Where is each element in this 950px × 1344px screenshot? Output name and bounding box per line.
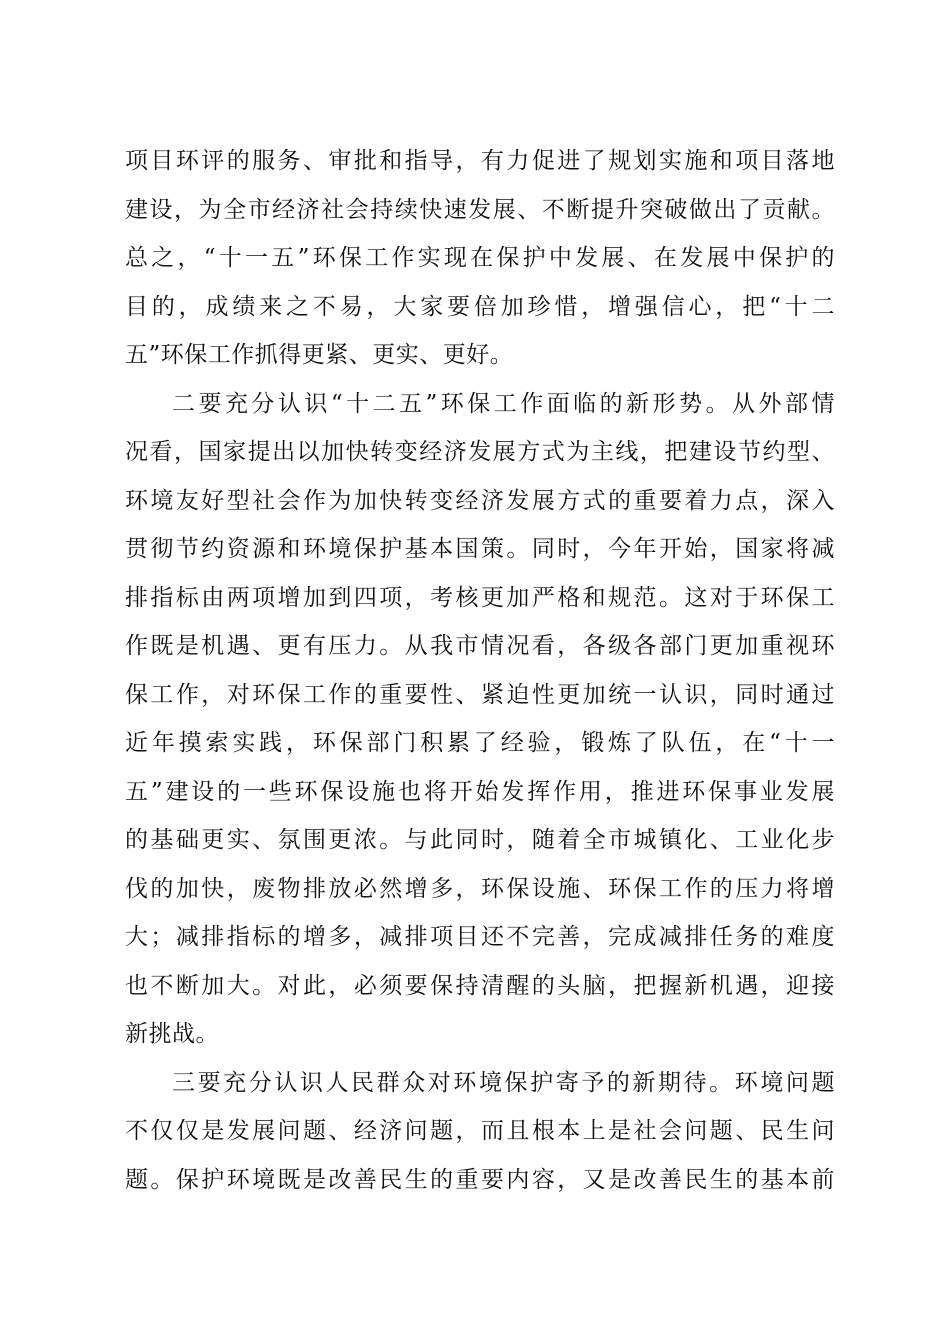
text-line: 建设，为全市经济社会持续快速发展、不断提升突破做出了贡献。: [125, 196, 835, 223]
text-line: 近年摸索实践，环保部门积累了经验，锻炼了队伍，在“十一: [125, 730, 835, 756]
text-line: 项目环评的服务、审批和指导，有力促进了规划实施和项目落地: [125, 148, 835, 174]
text-line: 排指标由两项增加到四项，考核更加严格和规范。这对于环保工: [125, 584, 835, 611]
text-line: 贯彻节约资源和环境保护基本国策。同时，今年开始，国家将减: [125, 536, 835, 562]
text-line: 况看，国家提出以加快转变经济发展方式为主线，把建设节约型、: [125, 439, 835, 465]
text-line: 保工作，对环保工作的重要性、紧迫性更加统一认识，同时通过: [125, 681, 835, 708]
text-line: 题。保护环境既是改善民生的重要内容，又是改善民生的基本前: [125, 1166, 835, 1193]
text-line: 也不断加大。对此，必须要保持清醒的头脑，把握新机遇，迎接: [125, 972, 835, 999]
text-line: 作既是机遇、更有压力。从我市情况看，各级各部门更加重视环: [125, 633, 835, 659]
text-line: 目的，成绩来之不易，大家要倍加珍惜，增强信心，把“十二: [125, 293, 835, 320]
text-line: 环境友好型社会作为加快转变经济发展方式的重要着力点，深入: [125, 487, 835, 514]
text-line: 总之，“十一五”环保工作实现在保护中发展、在发展中保护的: [125, 245, 835, 271]
document-page: [125, 144, 835, 1211]
text-line: 大；减排指标的增多，减排项目还不完善，完成减排任务的难度: [125, 924, 835, 950]
paragraph-start-line: 二要充分认识“十二五”环保工作面临的新形势。从外部情: [172, 390, 835, 417]
text-line: 伐的加快，废物排放必然增多，环保设施、环保工作的压力将增: [125, 875, 835, 902]
paragraph-start-line: 三要充分认识人民群众对环境保护寄予的新期待。环境问题: [172, 1069, 835, 1096]
text-line: 新挑战。: [125, 1021, 219, 1047]
text-line: 的基础更实、氛围更浓。与此同时，随着全市城镇化、工业化步: [125, 827, 835, 853]
text-line: 不仅仅是发展问题、经济问题，而且根本上是社会问题、民生问: [125, 1118, 835, 1144]
text-line: 五”环保工作抓得更紧、更实、更好。: [125, 342, 514, 368]
text-line: 五”建设的一些环保设施也将开始发挥作用，推进环保事业发展: [125, 778, 835, 805]
